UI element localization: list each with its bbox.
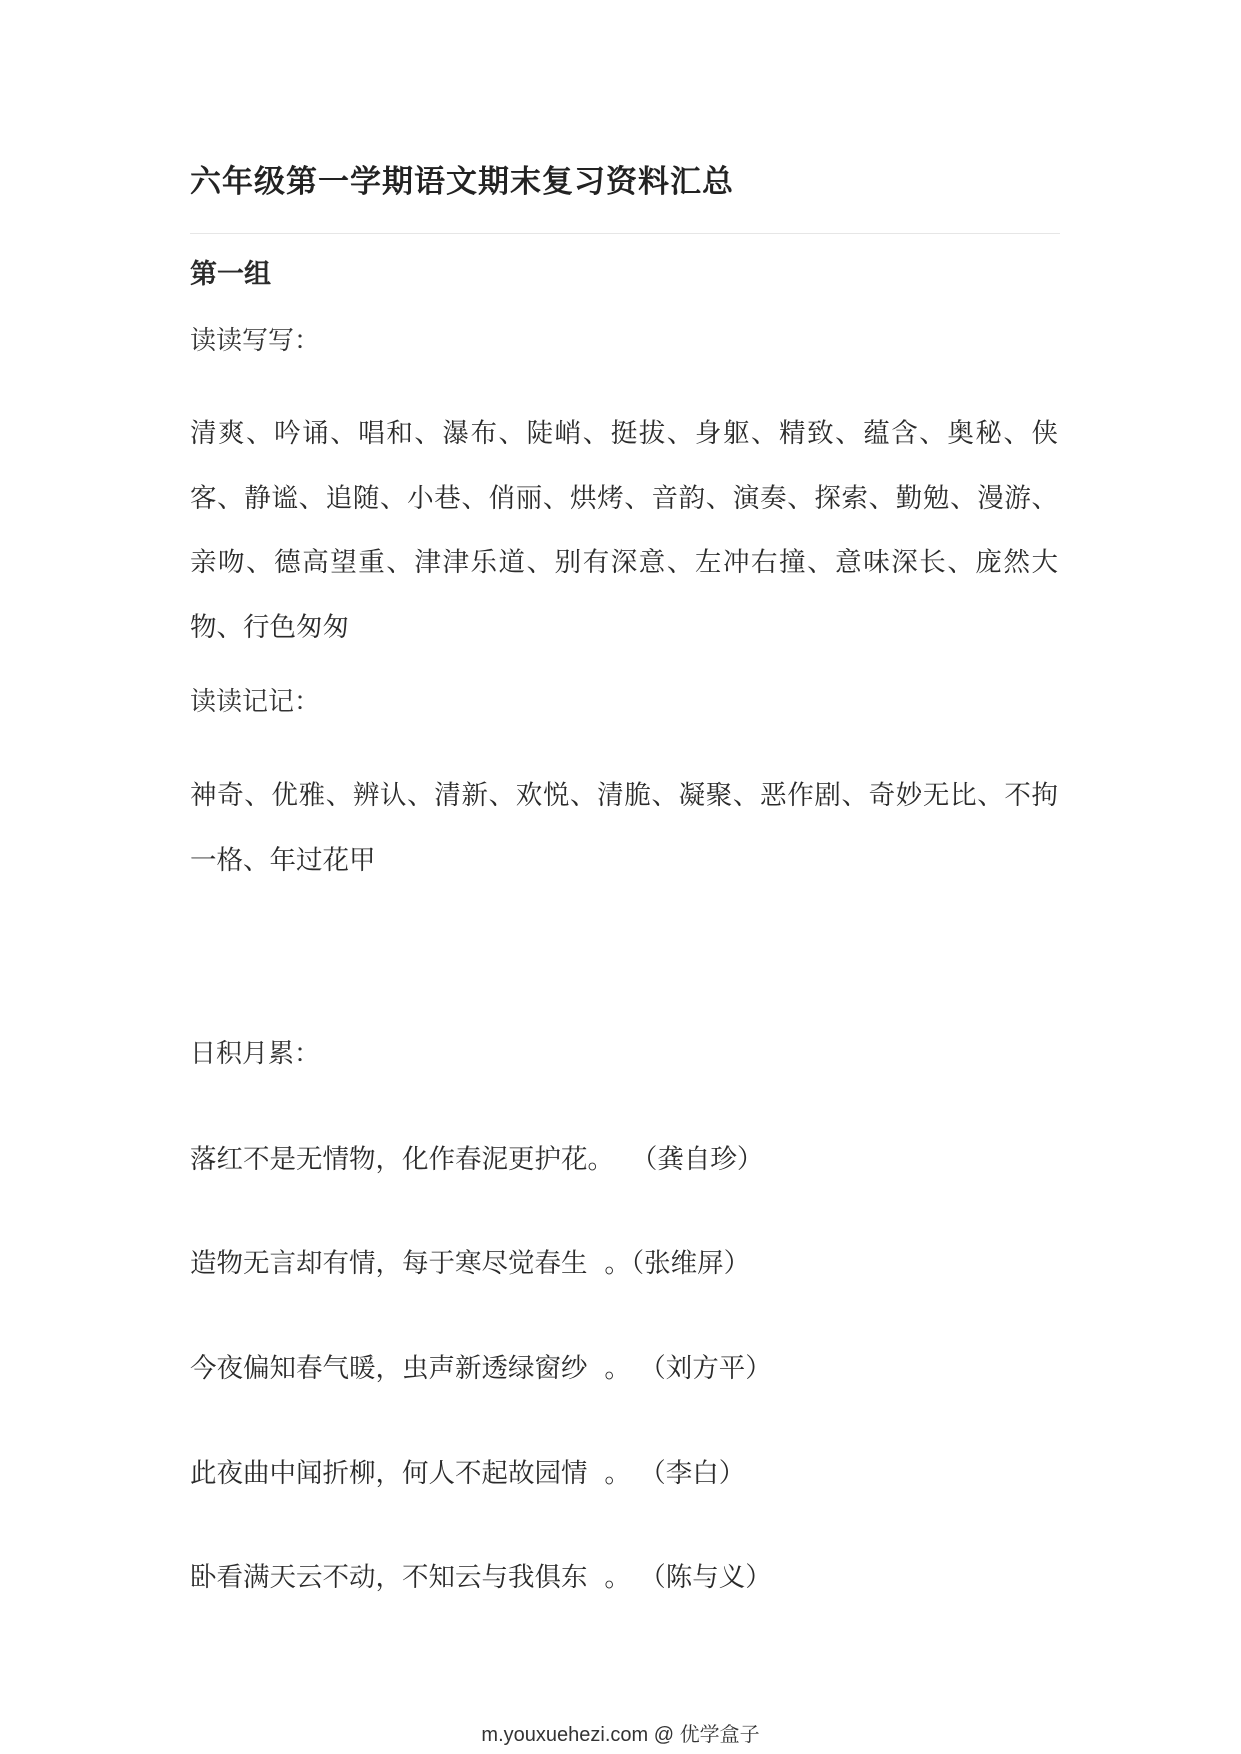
title-divider	[190, 233, 1060, 234]
poem-line: 卧看满天云不动，不知云与我俱东 。 （陈与义）	[190, 1562, 772, 1593]
footer-watermark: m.youxuehezi.com @ 优学盒子	[481, 1724, 760, 1746]
poem-line: 此夜曲中闻折柳，何人不起故园情 。 （李白）	[190, 1458, 746, 1489]
daily-accumulation-label: 日积月累：	[190, 1039, 321, 1069]
poem-line: 造物无言却有情，每于寒尽觉春生 。（张维屏）	[190, 1248, 751, 1279]
read-write-label: 读读写写：	[190, 326, 321, 356]
poem-line: 落红不是无情物，化作春泥更护花。 （龚自珍）	[190, 1144, 764, 1175]
read-remember-words: 神奇、优雅、辨认、清新、欢悦、清脆、凝聚、恶作剧、奇妙无比、不拘一格、年过花甲	[190, 780, 1058, 876]
read-remember-label: 读读记记：	[190, 687, 321, 717]
document-title: 六年级第一学期语文期末复习资料汇总	[190, 164, 734, 200]
poem-line: 今夜偏知春气暖，虫声新透绿窗纱 。 （刘方平）	[190, 1353, 772, 1384]
read-write-words: 清爽、吟诵、唱和、瀑布、陡峭、挺拔、身躯、精致、蕴含、奥秘、侠客、静谧、追随、小巷、俏丽、烘烤、音韵、演奏、探索、勤勉、漫游、亲吻、德高望重、津津乐道、别有深意、左冲右撞、意味深长、庞然大物、行色匆匆	[190, 418, 1058, 643]
group-heading: 第一组	[190, 259, 271, 290]
